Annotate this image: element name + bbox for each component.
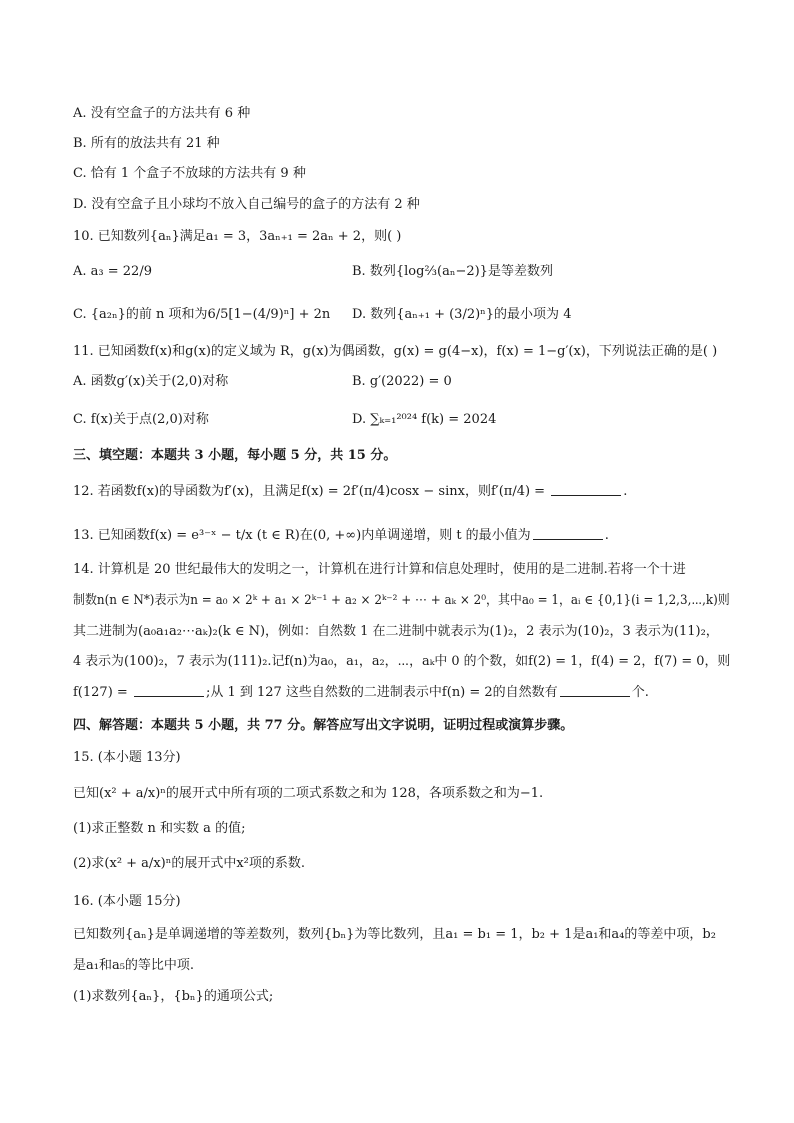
q14-line-4: 4 表示为(100)₂，7 表示为(111)₂.记f(n)为a₀，a₁，a₂，⋯，aₖ中 0 的个数，如f(2) = 1，f(4) = 2，f(7) = 0，则 — [73, 654, 731, 669]
q15-part-2: (2)求(x² + a/x)ⁿ的展开式中x²项的系数. — [73, 856, 306, 871]
q14-line-2: 制数n(n ∈ N*)表示为n = a₀ × 2ᵏ + a₁ × 2ᵏ⁻¹ + a₂ × 2ᵏ⁻² + ⋯ + aₖ × 2⁰，其中a₀ = 1，aᵢ ∈ {0,1}(i = 1,2,3,⋯,k)则 — [73, 593, 730, 608]
q10-option-d: D. 数列{aₙ₊₁ + (3/2)ⁿ}的最小项为 4 — [352, 307, 572, 322]
q16-heading: 16. (本小题 15分) — [73, 894, 181, 909]
q15-heading: 15. (本小题 13分) — [73, 750, 181, 765]
q11-option-d: D. ∑ₖ₌₁²⁰²⁴ f(k) = 2024 — [352, 412, 497, 427]
q16-part-1: (1)求数列{aₙ}，{bₙ}的通项公式; — [73, 989, 274, 1004]
q12-answer-blank[interactable] — [551, 483, 621, 496]
q9-option-d: D. 没有空盒子且小球均不放入自己编号的盒子的方法有 2 种 — [73, 197, 420, 212]
q10-option-b: B. 数列{log⅔(aₙ−2)}是等差数列 — [352, 264, 553, 279]
q11-option-c: C. f(x)关于点(2,0)对称 — [73, 412, 209, 427]
q14-answer-blank-1[interactable] — [134, 684, 204, 697]
q14-f127: f(127) = — [73, 685, 128, 700]
q16-line-1: 已知数列{aₙ}是单调递增的等差数列，数列{bₙ}为等比数列，且a₁ = b₁ = 1，b₂ + 1是a₁和a₄的等差中项，b₂ — [73, 927, 716, 942]
q11-option-a: A. 函数g′(x)关于(2,0)对称 — [73, 374, 229, 389]
q12-end: . — [623, 484, 628, 499]
q9-option-b: B. 所有的放法共有 21 种 — [73, 136, 220, 151]
q15-part-1: (1)求正整数 n 和实数 a 的值; — [73, 821, 246, 836]
q14-line-3: 其二进制为(a₀a₁a₂⋯aₖ)₂(k ∈ N)，例如：自然数 1 在二进制中就表示为(1)₂，2 表示为(10)₂，3 表示为(11)₂， — [73, 624, 719, 639]
q10-stem: 10. 已知数列{aₙ}满足a₁ = 3，3aₙ₊₁ = 2aₙ + 2，则( ) — [73, 229, 402, 244]
q13-answer-blank[interactable] — [533, 527, 603, 540]
q13-end: . — [604, 528, 609, 543]
q10-option-a: A. a₃ = 22/9 — [73, 264, 152, 279]
q12-text: 12. 若函数f(x)的导函数为f′(x)，且满足f(x) = 2f′(π/4)cosx − sinx，则f′(π/4) = — [73, 484, 546, 499]
q15-stem: 已知(x² + a/x)ⁿ的展开式中所有项的二项式系数之和为 128，各项系数之和为−1. — [73, 786, 544, 801]
q9-option-a: A. 没有空盒子的方法共有 6 种 — [73, 106, 251, 121]
q14-line-1: 14. 计算机是 20 世纪最伟大的发明之一，计算机在进行计算和信息处理时，使用的是二进制.若将一个十进 — [73, 562, 686, 577]
section-3-heading: 三、填空题：本题共 3 小题，每小题 5 分，共 15 分。 — [73, 448, 397, 463]
q13-text: 13. 已知函数f(x) = e³⁻ˣ − t/x (t ∈ R)在(0, +∞)内单调递增，则 t 的最小值为 — [73, 528, 531, 543]
q9-option-c: C. 恰有 1 个盒子不放球的方法共有 9 种 — [73, 166, 306, 181]
q11-option-b: B. g′(2022) = 0 — [352, 374, 452, 389]
q12-line — [73, 483, 627, 501]
q10-option-c: C. {a₂ₙ}的前 n 项和为6/5[1−(4/9)ⁿ] + 2n — [73, 307, 331, 322]
q14-answer-blank-2[interactable] — [560, 684, 630, 697]
q16-line-2: 是a₁和a₅的等比中项. — [73, 958, 195, 973]
q14-count-text: ;从 1 到 127 这些自然数的二进制表示中f(n) = 2的自然数有 — [205, 685, 558, 700]
section-4-heading: 四、解答题：本题共 5 小题，共 77 分。解答应写出文字说明，证明过程或演算步骤。 — [73, 718, 574, 733]
q13-line — [73, 527, 609, 545]
q14-end: 个. — [631, 685, 649, 700]
q11-stem: 11. 已知函数f(x)和g(x)的定义域为 R，g(x)为偶函数，g(x) = g(4−x)，f(x) = 1−g′(x)，下列说法正确的是( ) — [73, 344, 718, 359]
q14-line-5 — [73, 684, 649, 702]
